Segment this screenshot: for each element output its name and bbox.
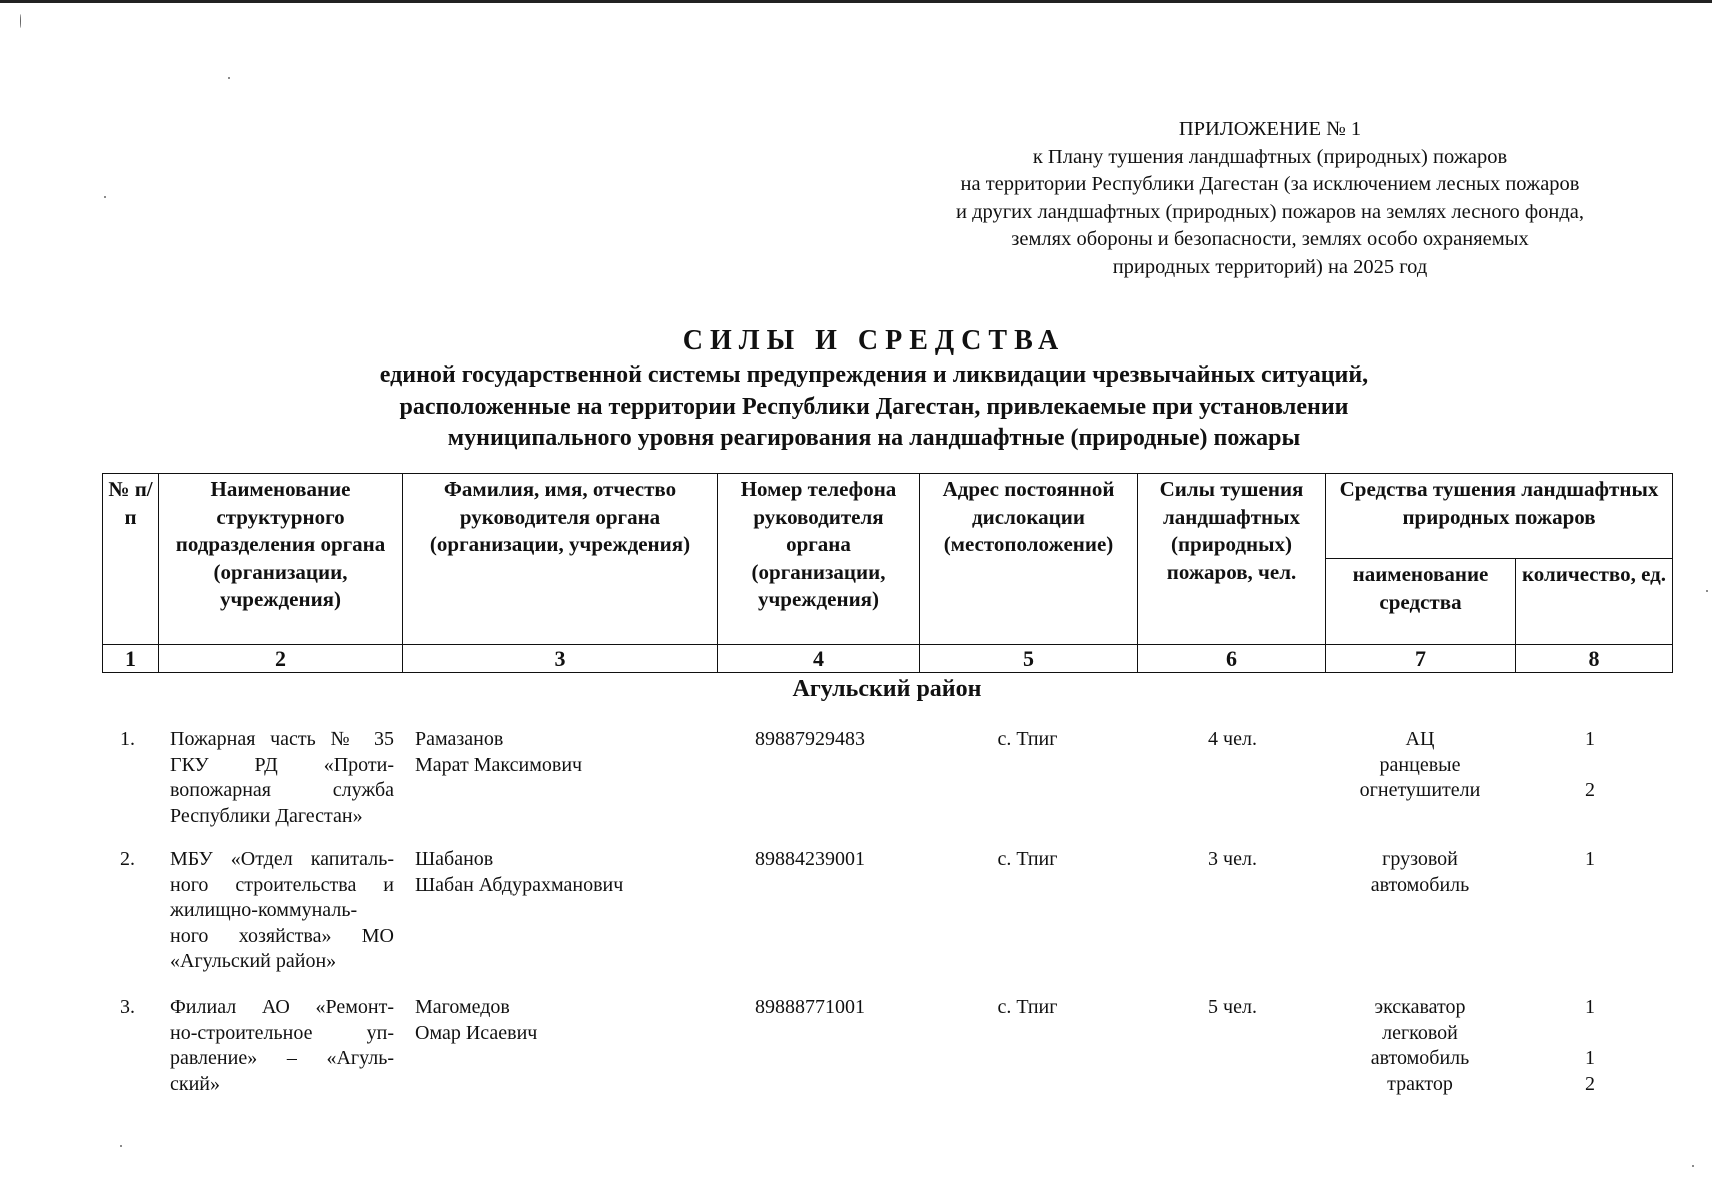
equipment-item: ранцевые [1379,753,1461,776]
appendix-line: природных территорий) на 2025 год [1112,255,1428,278]
equipment-item: легковой [1382,1021,1458,1044]
scan-speck [228,77,230,79]
row-org-line: вопожарная служба [170,779,394,801]
row-equipment [1325,847,1515,898]
equipment-item: АЦ [1405,728,1435,750]
row-forces: 5 чел. [1208,996,1257,1018]
row-number: 1. [120,728,135,750]
scan-speck [104,196,106,198]
column-number: 4 [718,645,920,673]
row-org-line: ного строительства и [170,873,394,896]
row-org [170,727,394,829]
column-number: 7 [1326,645,1516,673]
column-number: 2 [159,645,403,673]
row-org-line: Филиал АО «Ремонт- [170,996,394,1018]
row-head-line: Марат Максимович [415,753,583,776]
row-org [170,847,394,975]
column-number: 5 [920,645,1138,673]
row-quantities [1540,847,1640,873]
equipment-item: грузовой [1382,848,1458,870]
row-address: с. Тпиг [997,996,1058,1018]
row-head-line: Шабан Абдурахманович [415,873,624,896]
document-subtitle-line: муниципального уровня реагирования на ландшафтные (природные) пожары [447,425,1301,451]
row-quantities [1540,727,1640,804]
row-org-line: равление» – «Агуль- [170,1047,394,1069]
quantity-item: 1 [1585,848,1595,870]
row-address: с. Тпиг [997,728,1058,750]
scan-speck [120,1145,122,1147]
row-org-line: Пожарная часть № 35 [170,728,394,750]
header-num: № п/п [103,474,159,645]
equipment-item: автомобиль [1370,1047,1470,1069]
row-phone: 89884239001 [755,848,865,870]
quantity-item: 2 [1585,1072,1595,1095]
equipment-item: огнетушители [1359,779,1481,801]
row-org-line: ский» [170,1072,220,1095]
row-head-line: Шабанов [415,848,494,870]
quantity-item [1540,753,1640,779]
scan-speck [20,14,21,28]
quantity-item: 1 [1585,996,1595,1018]
row-forces: 3 чел. [1208,848,1257,870]
row-head [415,727,715,778]
appendix-line: на территории Республики Дагестан (за исключением лесных пожаров [960,173,1580,195]
row-org-line: жилищно-коммуналь- [170,899,358,921]
row-quantities [1540,995,1640,1097]
row-org-line: МБУ «Отдел капиталь- [170,848,394,870]
district-heading: Агульский район [792,676,982,702]
document-heading [200,322,1548,455]
equipment-item: экскаватор [1374,996,1466,1018]
header-forces: Силы тушения ландшафтных (природных) пожаров, чел. [1138,474,1326,645]
row-phone: 89888771001 [755,996,865,1018]
row-equipment [1325,727,1515,804]
row-org [170,995,394,1097]
row-head [415,847,715,898]
forces-table-header [102,473,1673,673]
appendix-line: к Плану тушения ландшафтных (природных) пожаров [1032,145,1508,168]
header-means-qty: количество, ед. [1516,559,1673,645]
row-head-line: Магомедов [415,996,510,1018]
row-number: 3. [120,996,135,1018]
row-forces: 4 чел. [1208,728,1257,750]
scan-speck [1706,590,1708,592]
document-subtitle-line: расположенные на территории Республики Дагестан, привлекаемые при установлении [399,393,1349,420]
row-head-line: Омар Исаевич [415,1021,538,1044]
document-title: СИЛЫ И СРЕДСТВА [682,325,1066,356]
header-head: Фамилия, имя, отчество руководителя органа (организации, учреждения) [403,474,718,645]
quantity-item: 1 [1585,1047,1595,1069]
appendix-line: ПРИЛОЖЕНИЕ № 1 [1178,118,1362,140]
quantity-item: 2 [1585,779,1595,801]
equipment-item: автомобиль [1370,873,1470,896]
row-equipment [1325,995,1515,1097]
document-subtitle-line: единой государственной системы предупреждения и ликвидации чрезвычайных ситуаций, [379,362,1369,388]
scan-top-edge [0,0,1712,3]
row-head [415,995,715,1046]
equipment-item: трактор [1387,1072,1453,1095]
row-org-line: но-строительное уп- [170,1021,394,1044]
header-phone: Номер телефона руководителя органа (организации, учреждения) [718,474,920,645]
scan-speck [1692,1165,1694,1167]
appendix-line: землях обороны и безопасности, землях особо охраняемых [1011,228,1529,250]
quantity-item [1540,1021,1640,1047]
column-number: 6 [1138,645,1326,673]
row-head-line: Рамазанов [415,728,504,750]
header-address: Адрес постоянной дислокации (местоположение) [920,474,1138,645]
quantity-item: 1 [1585,728,1595,750]
column-number: 3 [403,645,718,673]
row-number: 2. [120,848,135,870]
appendix-header [880,116,1660,281]
column-number: 8 [1516,645,1673,673]
header-org: Наименование структурного подразделения органа (организации, учреждения) [159,474,403,645]
appendix-line: и других ландшафтных (природных) пожаров на землях лесного фонда, [955,200,1585,223]
header-means: Средства тушения ландшафтных природных пожаров [1326,474,1673,559]
row-org-line: Республики Дагестан» [170,804,363,827]
column-number: 1 [103,645,159,673]
row-address: с. Тпиг [997,848,1058,870]
header-means-name: наименование средства [1326,559,1516,645]
row-org-line: ГКУ РД «Проти- [170,753,394,776]
row-org-line: ного хозяйства» МО [170,924,394,947]
row-phone: 89887929483 [755,728,865,750]
row-org-line: «Агульский район» [170,950,337,972]
